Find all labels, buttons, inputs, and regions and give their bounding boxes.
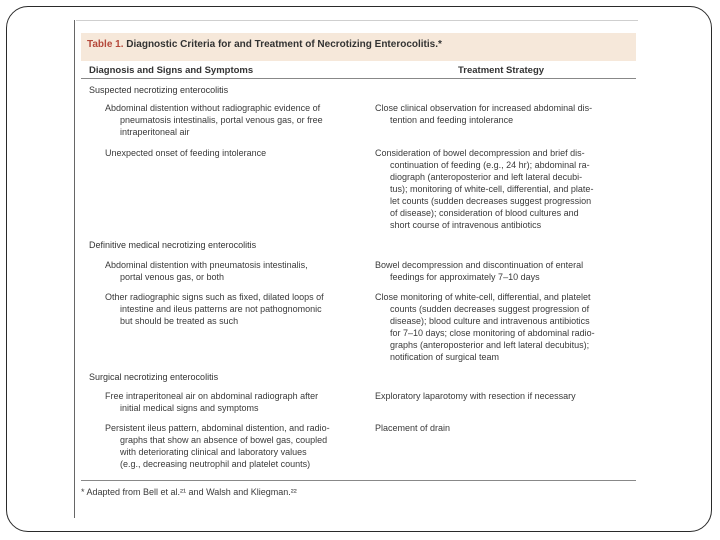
table-number: Table 1. bbox=[87, 39, 124, 50]
section-suspected: Suspected necrotizing enterocolitis bbox=[89, 85, 229, 95]
header-rule bbox=[81, 78, 636, 79]
treatment-line: tention and feeding intolerance bbox=[390, 115, 514, 125]
treatment-line: diograph (anteroposterior and left lateral decubi- bbox=[390, 172, 583, 182]
diagnosis-line: Abdominal distention with pneumatosis intestinalis, bbox=[105, 260, 308, 270]
footnote-rule bbox=[81, 480, 636, 481]
diagnosis-line: Unexpected onset of feeding intolerance bbox=[105, 148, 267, 158]
diagnosis-line: initial medical signs and symptoms bbox=[120, 403, 259, 413]
treatment-line: Exploratory laparotomy with resection if necessary bbox=[375, 391, 576, 401]
diagnosis-line: Other radiographic signs such as fixed, dilated loops of bbox=[105, 292, 324, 302]
diagnosis-line: (e.g., decreasing neutrophil and platelet counts) bbox=[120, 459, 311, 469]
treatment-line: disease); blood culture and intravenous antibiotics bbox=[390, 316, 590, 326]
treatment-line: Bowel decompression and discontinuation of enteral bbox=[375, 260, 584, 270]
treatment-line: graphs (anteroposterior and left lateral decubitus); bbox=[390, 340, 590, 350]
treatment-line: Close monitoring of white-cell, differential, and platelet bbox=[375, 292, 591, 302]
section-definitive: Definitive medical necrotizing enterocolitis bbox=[89, 240, 257, 250]
treatment-line: let counts (sudden decreases suggest progression bbox=[390, 196, 592, 206]
column-header-diagnosis: Diagnosis and Signs and Symptoms bbox=[89, 65, 254, 76]
diagnosis-line: Abdominal distention without radiographic evidence of bbox=[105, 103, 321, 113]
treatment-line: for 7–10 days; close monitoring of abdominal radio- bbox=[390, 328, 595, 338]
treatment-line: Placement of drain bbox=[375, 423, 451, 433]
page-top-rule bbox=[76, 20, 638, 21]
diagnosis-line: Free intraperitoneal air on abdominal radiograph after bbox=[105, 391, 319, 401]
treatment-line: Close clinical observation for increased abdominal dis- bbox=[375, 103, 593, 113]
page-left-rule bbox=[74, 20, 75, 518]
diagnosis-line: intestine and ileus patterns are not pathognomonic bbox=[120, 304, 322, 314]
treatment-line: notification of surgical team bbox=[390, 352, 500, 362]
table-title-text: Diagnostic Criteria for and Treatment of Necrotizing Enterocolitis.* bbox=[126, 39, 442, 50]
column-header-treatment: Treatment Strategy bbox=[458, 65, 545, 76]
diagnosis-line: intraperitoneal air bbox=[120, 127, 190, 137]
diagnosis-line: graphs that show an absence of bowel gas, coupled bbox=[120, 435, 328, 445]
treatment-line: counts (sudden decreases suggest progression of bbox=[390, 304, 590, 314]
diagnosis-line: but should be treated as such bbox=[120, 316, 239, 326]
treatment-line: continuation of feeding (e.g., 24 hr); abdominal ra- bbox=[390, 160, 590, 170]
treatment-line: short course of intravenous antibiotics bbox=[390, 220, 542, 230]
diagnosis-line: pneumatosis intestinalis, portal venous gas, or free bbox=[120, 115, 323, 125]
treatment-line: feedings for approximately 7–10 days bbox=[390, 272, 540, 282]
section-surgical: Surgical necrotizing enterocolitis bbox=[89, 372, 219, 382]
treatment-line: Consideration of bowel decompression and brief dis- bbox=[375, 148, 585, 158]
treatment-line: tus); monitoring of white-cell, differential, and plate- bbox=[390, 184, 594, 194]
table-footnote: * Adapted from Bell et al.²¹ and Walsh and Kliegman.²² bbox=[81, 487, 297, 497]
diagnosis-line: with deteriorating clinical and laboratory values bbox=[120, 447, 307, 457]
diagnosis-line: Persistent ileus pattern, abdominal distention, and radio- bbox=[105, 423, 330, 433]
diagnosis-line: portal venous gas, or both bbox=[120, 272, 225, 282]
treatment-line: of disease); consideration of blood cultures and bbox=[390, 208, 579, 218]
table-title bbox=[87, 39, 442, 50]
